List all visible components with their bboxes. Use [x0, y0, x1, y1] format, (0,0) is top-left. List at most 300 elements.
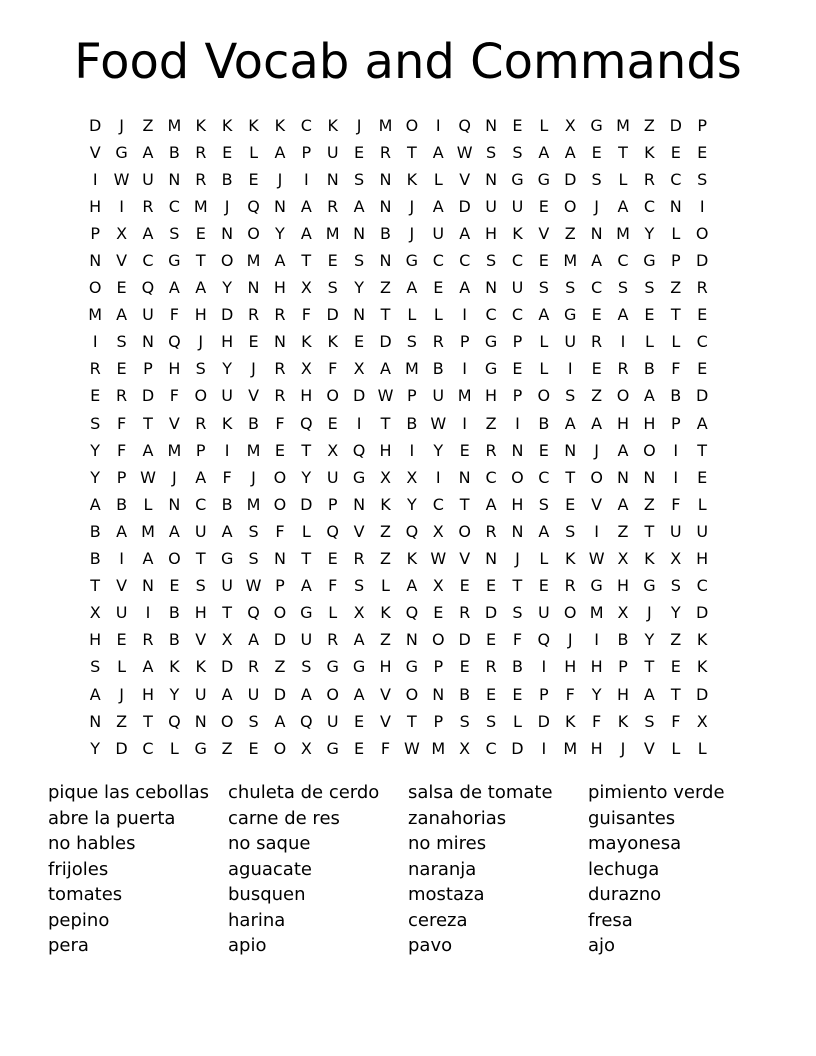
grid-letter: D	[220, 305, 234, 325]
grid-letter: L	[381, 576, 390, 596]
grid-letter: Y	[275, 223, 285, 243]
grid-letter: J	[647, 603, 652, 623]
grid-letter: M	[141, 521, 155, 541]
grid-row	[82, 112, 742, 139]
grid-letter: B	[643, 359, 655, 379]
grid-letter: E	[354, 738, 365, 758]
grid-letter: J	[409, 196, 415, 216]
grid-letter: M	[325, 223, 340, 243]
grid-letter: E	[248, 332, 259, 352]
grid-letter: O	[273, 603, 287, 623]
grid-letter: B	[432, 359, 444, 379]
grid-letter: A	[195, 467, 207, 487]
grid-letter: E	[459, 657, 470, 677]
grid-row	[82, 573, 742, 600]
word-list-item: tomates	[48, 884, 123, 905]
word-list-item: fresa	[588, 909, 633, 931]
grid-letter: C	[432, 494, 444, 514]
grid-letter: W	[588, 549, 605, 569]
grid-letter: A	[142, 223, 154, 243]
grid-letter: I	[119, 549, 124, 569]
word-list-item: pavo	[408, 935, 453, 956]
grid-letter: H	[379, 657, 392, 677]
grid-letter: A	[617, 196, 629, 216]
grid-letter: E	[354, 332, 365, 352]
grid-letter: N	[273, 196, 286, 216]
grid-letter: K	[195, 115, 206, 135]
grid-letter: M	[431, 738, 446, 758]
grid-letter: W	[430, 549, 447, 569]
word-list-item: mostaza	[408, 884, 485, 905]
grid-letter: D	[273, 630, 287, 650]
grid-letter: D	[115, 738, 128, 758]
grid-letter: N	[379, 196, 392, 216]
grid-letter: D	[564, 169, 577, 189]
grid-letter: N	[353, 494, 366, 514]
grid-letter: G	[564, 305, 577, 325]
grid-letter: A	[274, 251, 286, 271]
word-list-item: apio	[228, 935, 267, 956]
grid-letter: F	[275, 413, 285, 433]
grid-letter: C	[300, 115, 312, 135]
grid-letter: Y	[90, 467, 101, 487]
grid-letter: H	[194, 305, 207, 325]
grid-letter: H	[141, 684, 154, 704]
grid-letter: U	[564, 332, 577, 352]
grid-letter: I	[435, 467, 441, 487]
grid-letter: L	[697, 738, 707, 758]
grid-letter: Q	[458, 115, 471, 135]
grid-letter: V	[643, 738, 655, 758]
grid-letter: N	[141, 576, 154, 596]
grid-letter: N	[485, 278, 498, 298]
grid-row	[82, 735, 742, 762]
grid-letter: A	[406, 576, 418, 596]
grid-letter: N	[379, 251, 392, 271]
grid-letter: G	[220, 549, 234, 569]
grid-letter: M	[563, 738, 578, 758]
grid-letter: L	[433, 169, 443, 189]
grid-letter: R	[247, 657, 260, 677]
grid-letter: E	[459, 576, 470, 596]
grid-letter: Q	[247, 196, 260, 216]
grid-letter: S	[697, 169, 708, 189]
word-list-item: guisantes	[588, 807, 676, 829]
grid-letter: U	[537, 603, 550, 623]
grid-letter: K	[301, 332, 312, 352]
grid-letter: E	[222, 142, 233, 162]
grid-letter: Y	[90, 440, 101, 460]
grid-letter: U	[326, 142, 339, 162]
grid-letter: E	[354, 711, 365, 731]
grid-letter: D	[696, 386, 709, 406]
grid-letter: I	[462, 305, 468, 325]
grid-letter: O	[405, 115, 419, 135]
grid-letter: N	[353, 223, 366, 243]
word-list-item: durazno	[588, 884, 662, 905]
grid-letter: D	[458, 630, 471, 650]
grid-letter: G	[590, 576, 603, 596]
grid-letter: L	[143, 494, 153, 514]
word-list-item: harina	[228, 909, 286, 931]
grid-letter: E	[248, 738, 259, 758]
grid-letter: H	[89, 630, 102, 650]
grid-letter: V	[459, 169, 471, 189]
grid-letter: E	[486, 684, 497, 704]
grid-letter: A	[432, 142, 444, 162]
grid-letter: A	[221, 521, 233, 541]
grid-letter: L	[697, 494, 707, 514]
grid-letter: K	[327, 115, 338, 135]
grid-row	[82, 329, 742, 356]
grid-letter: H	[273, 278, 286, 298]
word-list-item: no mires	[408, 833, 487, 854]
word-list-item: lechuga	[588, 858, 660, 880]
grid-letter: L	[539, 332, 549, 352]
grid-letter: E	[538, 576, 549, 596]
grid-letter: T	[670, 684, 681, 704]
grid-letter: A	[168, 278, 180, 298]
grid-letter: X	[380, 467, 391, 487]
grid-letter: N	[379, 169, 392, 189]
grid-letter: S	[406, 332, 417, 352]
grid-letter: A	[116, 521, 128, 541]
grid-letter: B	[538, 413, 550, 433]
grid-letter: S	[485, 142, 497, 162]
grid-letter: M	[404, 359, 419, 379]
grid-letter: O	[695, 223, 709, 243]
grid-letter: B	[168, 630, 180, 650]
grid-letter: U	[300, 630, 313, 650]
grid-letter: N	[643, 467, 656, 487]
grid-letter: A	[696, 413, 708, 433]
grid-letter: N	[168, 169, 181, 189]
grid-letter: Z	[564, 223, 576, 243]
grid-letter: C	[459, 251, 471, 271]
grid-letter: A	[89, 684, 101, 704]
grid-letter: Y	[301, 467, 312, 487]
grid-letter: A	[380, 359, 391, 379]
grid-letter: W	[377, 386, 394, 406]
grid-letter: T	[143, 711, 153, 731]
grid-letter: O	[590, 467, 603, 487]
grid-letter: S	[565, 521, 576, 541]
grid-letter: U	[194, 521, 207, 541]
grid-letter: E	[697, 359, 708, 379]
grid-letter: J	[251, 359, 256, 379]
grid-letter: W	[245, 576, 262, 596]
grid-row	[82, 681, 742, 708]
word-list-item: pera	[48, 935, 89, 956]
grid-letter: Y	[354, 278, 364, 298]
grid-letter: V	[195, 630, 207, 650]
grid-row	[82, 491, 742, 518]
grid-letter: E	[248, 169, 259, 189]
word-column	[408, 780, 588, 959]
grid-letter: K	[195, 657, 206, 677]
grid-letter: R	[274, 305, 286, 325]
word-column	[228, 780, 408, 959]
grid-letter: P	[195, 440, 206, 460]
grid-letter: J	[172, 467, 177, 487]
grid-letter: I	[515, 413, 520, 433]
grid-letter: R	[195, 169, 207, 189]
grid-letter: O	[563, 603, 577, 623]
grid-letter: F	[328, 359, 338, 379]
grid-letter: K	[380, 494, 391, 514]
grid-letter: T	[195, 251, 206, 271]
word-list-item: pique las cebollas	[48, 782, 210, 803]
grid-letter: R	[327, 196, 339, 216]
grid-letter: C	[485, 467, 497, 487]
grid-letter: D	[537, 711, 550, 731]
grid-letter: H	[379, 440, 392, 460]
grid-letter: E	[591, 142, 602, 162]
grid-letter: G	[643, 576, 656, 596]
grid-row	[82, 410, 742, 437]
grid-letter: Y	[591, 684, 602, 704]
grid-letter: T	[565, 467, 576, 487]
grid-letter: C	[195, 494, 207, 514]
grid-letter: V	[168, 413, 180, 433]
grid-letter: K	[696, 657, 708, 677]
grid-letter: C	[168, 196, 180, 216]
grid-letter: N	[221, 223, 234, 243]
grid-letter: C	[670, 169, 682, 189]
grid-letter: P	[697, 115, 707, 135]
grid-letter: T	[301, 440, 312, 460]
grid-letter: S	[512, 603, 523, 623]
grid-letter: A	[89, 494, 101, 514]
grid-letter: K	[406, 169, 418, 189]
grid-letter: Q	[537, 630, 551, 650]
grid-letter: C	[538, 467, 550, 487]
grid-letter: U	[669, 521, 682, 541]
grid-letter: S	[565, 386, 576, 406]
grid-letter: L	[117, 657, 127, 677]
grid-letter: R	[274, 386, 286, 406]
grid-letter: Y	[644, 223, 655, 243]
grid-letter: U	[326, 467, 339, 487]
grid-letter: D	[352, 386, 366, 406]
grid-letter: O	[405, 684, 419, 704]
grid-letter: S	[354, 169, 365, 189]
grid-letter: C	[485, 305, 497, 325]
grid-letter: J	[277, 169, 283, 189]
grid-letter: P	[90, 223, 101, 243]
grid-letter: I	[435, 115, 441, 135]
grid-letter: L	[671, 738, 681, 758]
grid-letter: L	[671, 223, 681, 243]
grid-letter: A	[353, 684, 365, 704]
grid-letter: A	[353, 630, 365, 650]
grid-letter: K	[274, 115, 286, 135]
grid-letter: F	[116, 413, 127, 433]
grid-letter: U	[511, 196, 524, 216]
grid-letter: F	[169, 386, 179, 406]
grid-letter: D	[273, 684, 287, 704]
grid-letter: F	[671, 359, 681, 379]
grid-letter: K	[406, 549, 418, 569]
grid-letter: E	[512, 115, 523, 135]
grid-letter: P	[459, 332, 470, 352]
grid-letter: U	[326, 711, 339, 731]
word-list-item: cereza	[408, 909, 468, 931]
grid-letter: T	[618, 142, 628, 162]
grid-letter: P	[433, 711, 444, 731]
grid-letter: E	[116, 359, 127, 379]
grid-letter: N	[353, 305, 366, 325]
grid-letter: V	[116, 576, 128, 596]
grid-letter: U	[485, 196, 497, 216]
grid-letter: H	[168, 359, 181, 379]
grid-letter: N	[485, 115, 498, 135]
grid-letter: H	[616, 413, 630, 433]
grid-letter: M	[246, 251, 261, 271]
grid-letter: O	[220, 711, 234, 731]
grid-row	[82, 600, 742, 627]
grid-letter: E	[433, 278, 444, 298]
grid-letter: V	[116, 251, 128, 271]
grid-letter: D	[484, 603, 498, 623]
grid-letter: S	[644, 278, 655, 298]
grid-letter: R	[485, 657, 497, 677]
word-list-item: zanahorias	[408, 807, 507, 829]
grid-letter: D	[141, 386, 155, 406]
grid-row	[82, 518, 742, 545]
grid-row	[82, 302, 742, 329]
grid-letter: E	[697, 142, 708, 162]
grid-letter: Z	[591, 386, 603, 406]
grid-letter: S	[248, 711, 259, 731]
grid-letter: U	[221, 386, 233, 406]
grid-letter: U	[432, 386, 445, 406]
grid-letter: A	[459, 278, 471, 298]
grid-letter: H	[590, 657, 603, 677]
grid-letter: X	[406, 467, 418, 487]
grid-letter: M	[589, 603, 604, 623]
grid-letter: E	[538, 251, 549, 271]
grid-letter: E	[486, 576, 497, 596]
grid-letter: Y	[90, 738, 101, 758]
grid-letter: U	[221, 576, 233, 596]
grid-letter: M	[563, 251, 578, 271]
grid-letter: P	[670, 251, 681, 271]
grid-letter: W	[140, 467, 156, 487]
grid-letter: S	[301, 657, 312, 677]
grid-letter: R	[353, 549, 365, 569]
grid-letter: B	[89, 521, 101, 541]
grid-letter: J	[594, 440, 599, 460]
grid-letter: N	[89, 711, 102, 731]
grid-letter: Y	[406, 494, 417, 514]
grid-letter: B	[380, 223, 391, 243]
puzzle-title: Food Vocab and Commands	[74, 34, 742, 90]
grid-letter: P	[407, 386, 417, 406]
grid-letter: H	[590, 738, 603, 758]
grid-letter: X	[564, 115, 576, 135]
grid-letter: Z	[670, 278, 682, 298]
grid-letter: O	[273, 494, 287, 514]
grid-letter: A	[538, 305, 550, 325]
grid-letter: Z	[142, 115, 154, 135]
grid-letter: F	[512, 630, 523, 650]
grid-letter: W	[403, 738, 420, 758]
grid-letter: H	[616, 576, 630, 596]
grid-letter: B	[670, 386, 682, 406]
grid-letter: R	[617, 359, 629, 379]
grid-letter: V	[89, 142, 101, 162]
grid-letter: T	[697, 440, 708, 460]
grid-letter: R	[195, 142, 207, 162]
grid-letter: F	[301, 305, 311, 325]
grid-letter: C	[643, 196, 655, 216]
grid-letter: O	[511, 467, 524, 487]
grid-letter: U	[115, 603, 128, 623]
grid-letter: K	[617, 711, 629, 731]
grid-letter: A	[538, 142, 550, 162]
grid-letter: Y	[222, 359, 233, 379]
grid-letter: Z	[380, 278, 391, 298]
grid-letter: T	[143, 413, 153, 433]
grid-letter: I	[541, 657, 547, 677]
grid-letter: E	[327, 549, 338, 569]
grid-letter: A	[168, 521, 180, 541]
grid-letter: N	[141, 332, 154, 352]
word-list-item: ajo	[588, 935, 616, 956]
grid-letter: L	[539, 549, 549, 569]
grid-letter: B	[459, 684, 471, 704]
grid-letter: Z	[116, 711, 128, 731]
grid-letter: N	[511, 440, 524, 460]
grid-letter: D	[220, 657, 234, 677]
grid-letter: P	[327, 494, 338, 514]
grid-letter: A	[406, 278, 418, 298]
grid-letter: N	[168, 494, 181, 514]
grid-letter: T	[301, 251, 312, 271]
grid-letter: Z	[380, 549, 391, 569]
grid-letter: I	[224, 440, 230, 460]
grid-letter: R	[142, 196, 154, 216]
grid-letter: S	[90, 413, 101, 433]
grid-letter: I	[119, 196, 124, 216]
grid-letter: E	[697, 467, 708, 487]
grid-letter: B	[617, 630, 629, 650]
grid-row	[82, 139, 742, 166]
grid-letter: R	[195, 413, 207, 433]
grid-letter: Q	[141, 278, 155, 298]
grid-row	[82, 437, 742, 464]
grid-letter: H	[564, 657, 577, 677]
grid-letter: O	[537, 386, 551, 406]
grid-letter: J	[620, 738, 626, 758]
grid-letter: H	[221, 332, 234, 352]
grid-letter: E	[565, 494, 576, 514]
grid-letter: N	[405, 630, 418, 650]
grid-row	[82, 220, 742, 247]
grid-letter: E	[116, 278, 127, 298]
grid-letter: S	[354, 576, 365, 596]
grid-letter: N	[485, 549, 498, 569]
grid-letter: L	[539, 115, 549, 135]
grid-letter: O	[458, 521, 471, 541]
grid-letter: S	[459, 711, 470, 731]
grid-letter: B	[221, 494, 233, 514]
grid-letter: S	[670, 576, 681, 596]
grid-letter: N	[458, 467, 471, 487]
grid-letter: U	[696, 521, 709, 541]
grid-letter: I	[620, 332, 626, 352]
